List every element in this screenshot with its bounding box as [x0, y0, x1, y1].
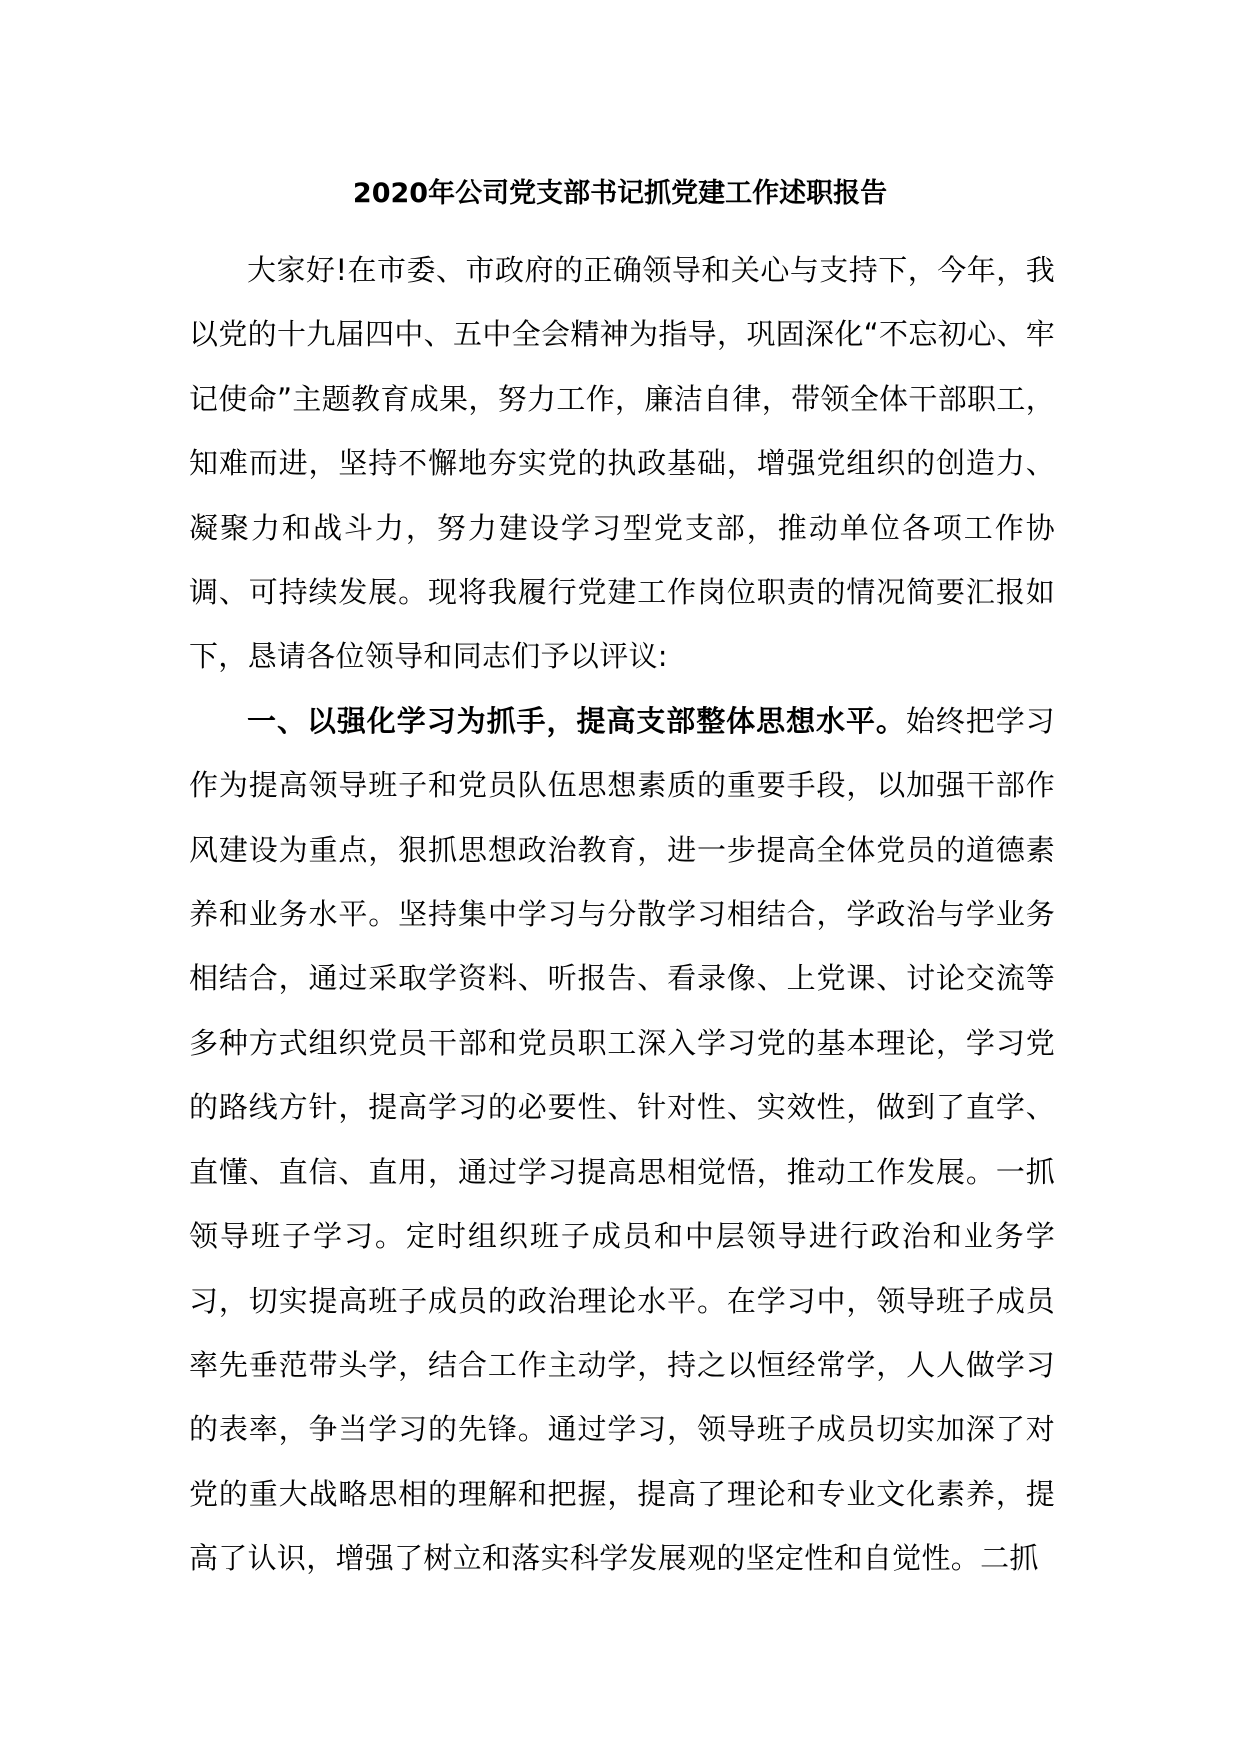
document-body — [189, 238, 1055, 1591]
paragraph-text: 大家好!在市委、市政府的正确领导和关心与支持下，今年，我以党的十九届四中、五中全会精神为指导，巩固深化“不忘初心、牢记使命”主题教育成果，努力工作，廉洁自律，带领全体干部职工，知难而进，坚持不懈地夯实党的执政基础，增强党组织的创造力、凝聚力和战斗力，努力建设学习型党支部，推动单位各项工作协调、可持续发展。现将我履行党建工作岗位职责的情况简要汇报如下，恳请各位领导和同志们予以评议: — [189, 253, 1055, 674]
document-title: 2020年公司党支部书记抓党建工作述职报告 — [352, 178, 888, 209]
section-heading: 一、以强化学习为抓手，提高支部整体思想水平。 — [247, 703, 906, 738]
paragraph-section-one — [189, 689, 1055, 1591]
paragraph-opening — [189, 238, 1055, 689]
paragraph-text: 始终把学习作为提高领导班子和党员队伍思想素质的重要手段，以加强干部作风建设为重点，狠抓思想政治教育，进一步提高全体党员的道德素养和业务水平。坚持集中学习与分散学习相结合，学政治与学业务相结合，通过采取学资料、听报告、看录像、上党课、讨论交流等多种方式组织党员干部和党员职工深入学习党的基本理论，学习党的路线方针，提高学习的必要性、针对性、实效性，做到了直学、直懂、直信、直用，通过学习提高思相觉悟，推动工作发展。一抓领导班子学习。定时组织班子成员和中层领导进行政治和业务学习，切实提高班子成员的政治理论水平。在学习中，领导班子成员率先垂范带头学，结合工作主动学，持之以恒经常学，人人做学习的表率，争当学习的先锋。通过学习，领导班子成员切实加深了对党的重大战略思相的理解和把握，提高了理论和专业文化素养，提高了认识，增强了树立和落实科学发展观的坚定性和自觉性。二抓 — [189, 703, 1055, 1576]
